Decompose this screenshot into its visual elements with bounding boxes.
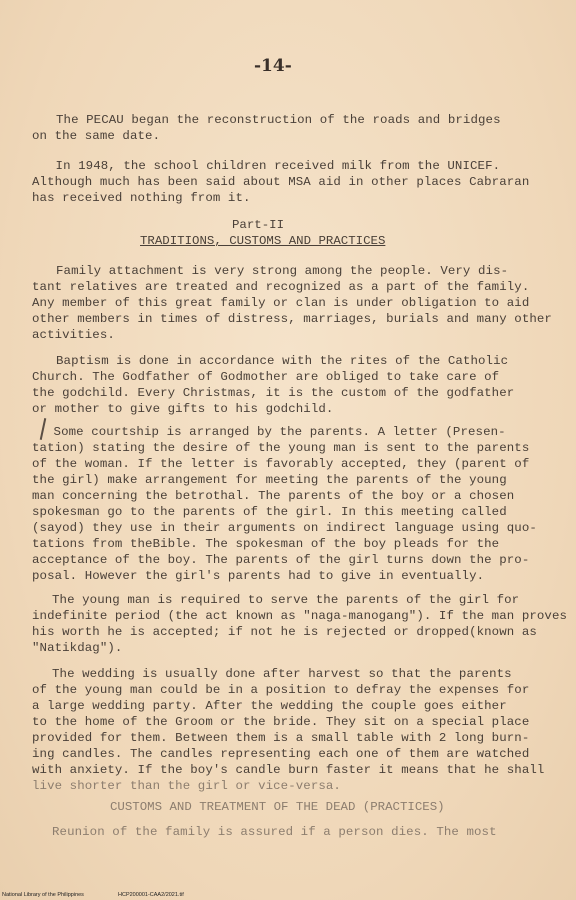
paragraph-line: tant relatives are treated and recognized as a part of the family. xyxy=(32,280,530,294)
section-title: TRADITIONS, CUSTOMS AND PRACTICES xyxy=(140,234,386,248)
paragraph-line: Family attachment is very strong among the people. Very dis- xyxy=(56,264,509,278)
paragraph-line: ing candles. The candles representing each one of them are watched xyxy=(32,747,530,761)
paragraph-line: "Natikdag"). xyxy=(32,641,123,655)
paragraph-line: acceptance of the boy. The parents of the girl turns down the pro- xyxy=(32,553,530,567)
paragraph-line: spokesman go to the parents of the girl. In this meeting called xyxy=(32,505,507,519)
paragraph-line: activities. xyxy=(32,328,115,342)
paragraph-line: the girl) make arrangement for meeting the parents of the young xyxy=(32,473,507,487)
paragraph-line: Baptism is done in accordance with the rites of the Catholic xyxy=(56,354,509,368)
paragraph-line: has received nothing from it. xyxy=(32,191,251,205)
paragraph-line: live shorter than the girl or vice-versa. xyxy=(32,779,341,793)
paragraph-line: the godchild. Every Christmas, it is the custom of the godfather xyxy=(32,386,515,400)
paragraph-line: with anxiety. If the boy's candle burn faster it means that he shall xyxy=(32,763,545,777)
paragraph-line: other members in times of distress, marriages, burials and many other xyxy=(32,312,552,326)
paragraph-line: Any member of this great family or clan is under obligation to aid xyxy=(32,296,530,310)
paragraph-line: (sayod) they use in their arguments on indirect language using quo- xyxy=(32,521,537,535)
paragraph-line: tation) stating the desire of the young man is sent to the parents xyxy=(32,441,530,455)
paragraph-line: Although much has been said about MSA aid in other places Cabraran xyxy=(32,175,530,189)
paragraph-line: tations from theBible. The spokesman of the boy pleads for the xyxy=(32,537,500,551)
page-number: -14- xyxy=(254,56,292,76)
paragraph-line: on the same date. xyxy=(32,129,161,143)
paragraph-line: Reunion of the family is assured if a person dies. The most xyxy=(52,825,497,839)
paragraph-line: his worth he is accepted; if not he is rejected or dropped(known as xyxy=(32,625,537,639)
paragraph-line: of the woman. If the letter is favorably accepted, they (parent of xyxy=(32,457,530,471)
paragraph-line: to the home of the Groom or the bride. They sit on a special place xyxy=(32,715,530,729)
paragraph-line: Church. The Godfather of Godmother are obliged to take care of xyxy=(32,370,500,384)
paragraph-line: or mother to give gifts to his godchild. xyxy=(32,402,334,416)
footer-library-label: National Library of the Philippines xyxy=(2,892,84,898)
scan-footer xyxy=(0,891,576,900)
paragraph-line: of the young man could be in a position to defray the expenses for xyxy=(32,683,530,697)
section-part-label: Part-II xyxy=(232,218,285,232)
paragraph-line: a large wedding party. After the wedding the couple goes either xyxy=(32,699,507,713)
paragraph-line: posal. However the girl's parents had to give in eventually. xyxy=(32,569,485,583)
paragraph-line: man concerning the betrothal. The parents of the boy or a chosen xyxy=(32,489,515,503)
paragraph-line: The wedding is usually done after harvest so that the parents xyxy=(52,667,512,681)
section-title-2: CUSTOMS AND TREATMENT OF THE DEAD (PRACTICES) xyxy=(110,800,445,814)
paragraph-line: indefinite period (the act known as "naga-manogang"). If the man proves xyxy=(32,609,568,623)
footer-file-label: HCP200001-CAA2/2021.tif xyxy=(118,892,184,898)
paragraph-line: provided for them. Between them is a small table with 2 long burn- xyxy=(32,731,530,745)
paragraph-line: The PECAU began the reconstruction of the roads and bridges xyxy=(56,113,501,127)
paragraph-line: Some courtship is arranged by the parents. A letter (Presen- xyxy=(46,425,506,439)
paragraph-line: The young man is required to serve the parents of the girl for xyxy=(52,593,520,607)
paragraph-line: In 1948, the school children received milk from the UNICEF. xyxy=(48,159,501,173)
